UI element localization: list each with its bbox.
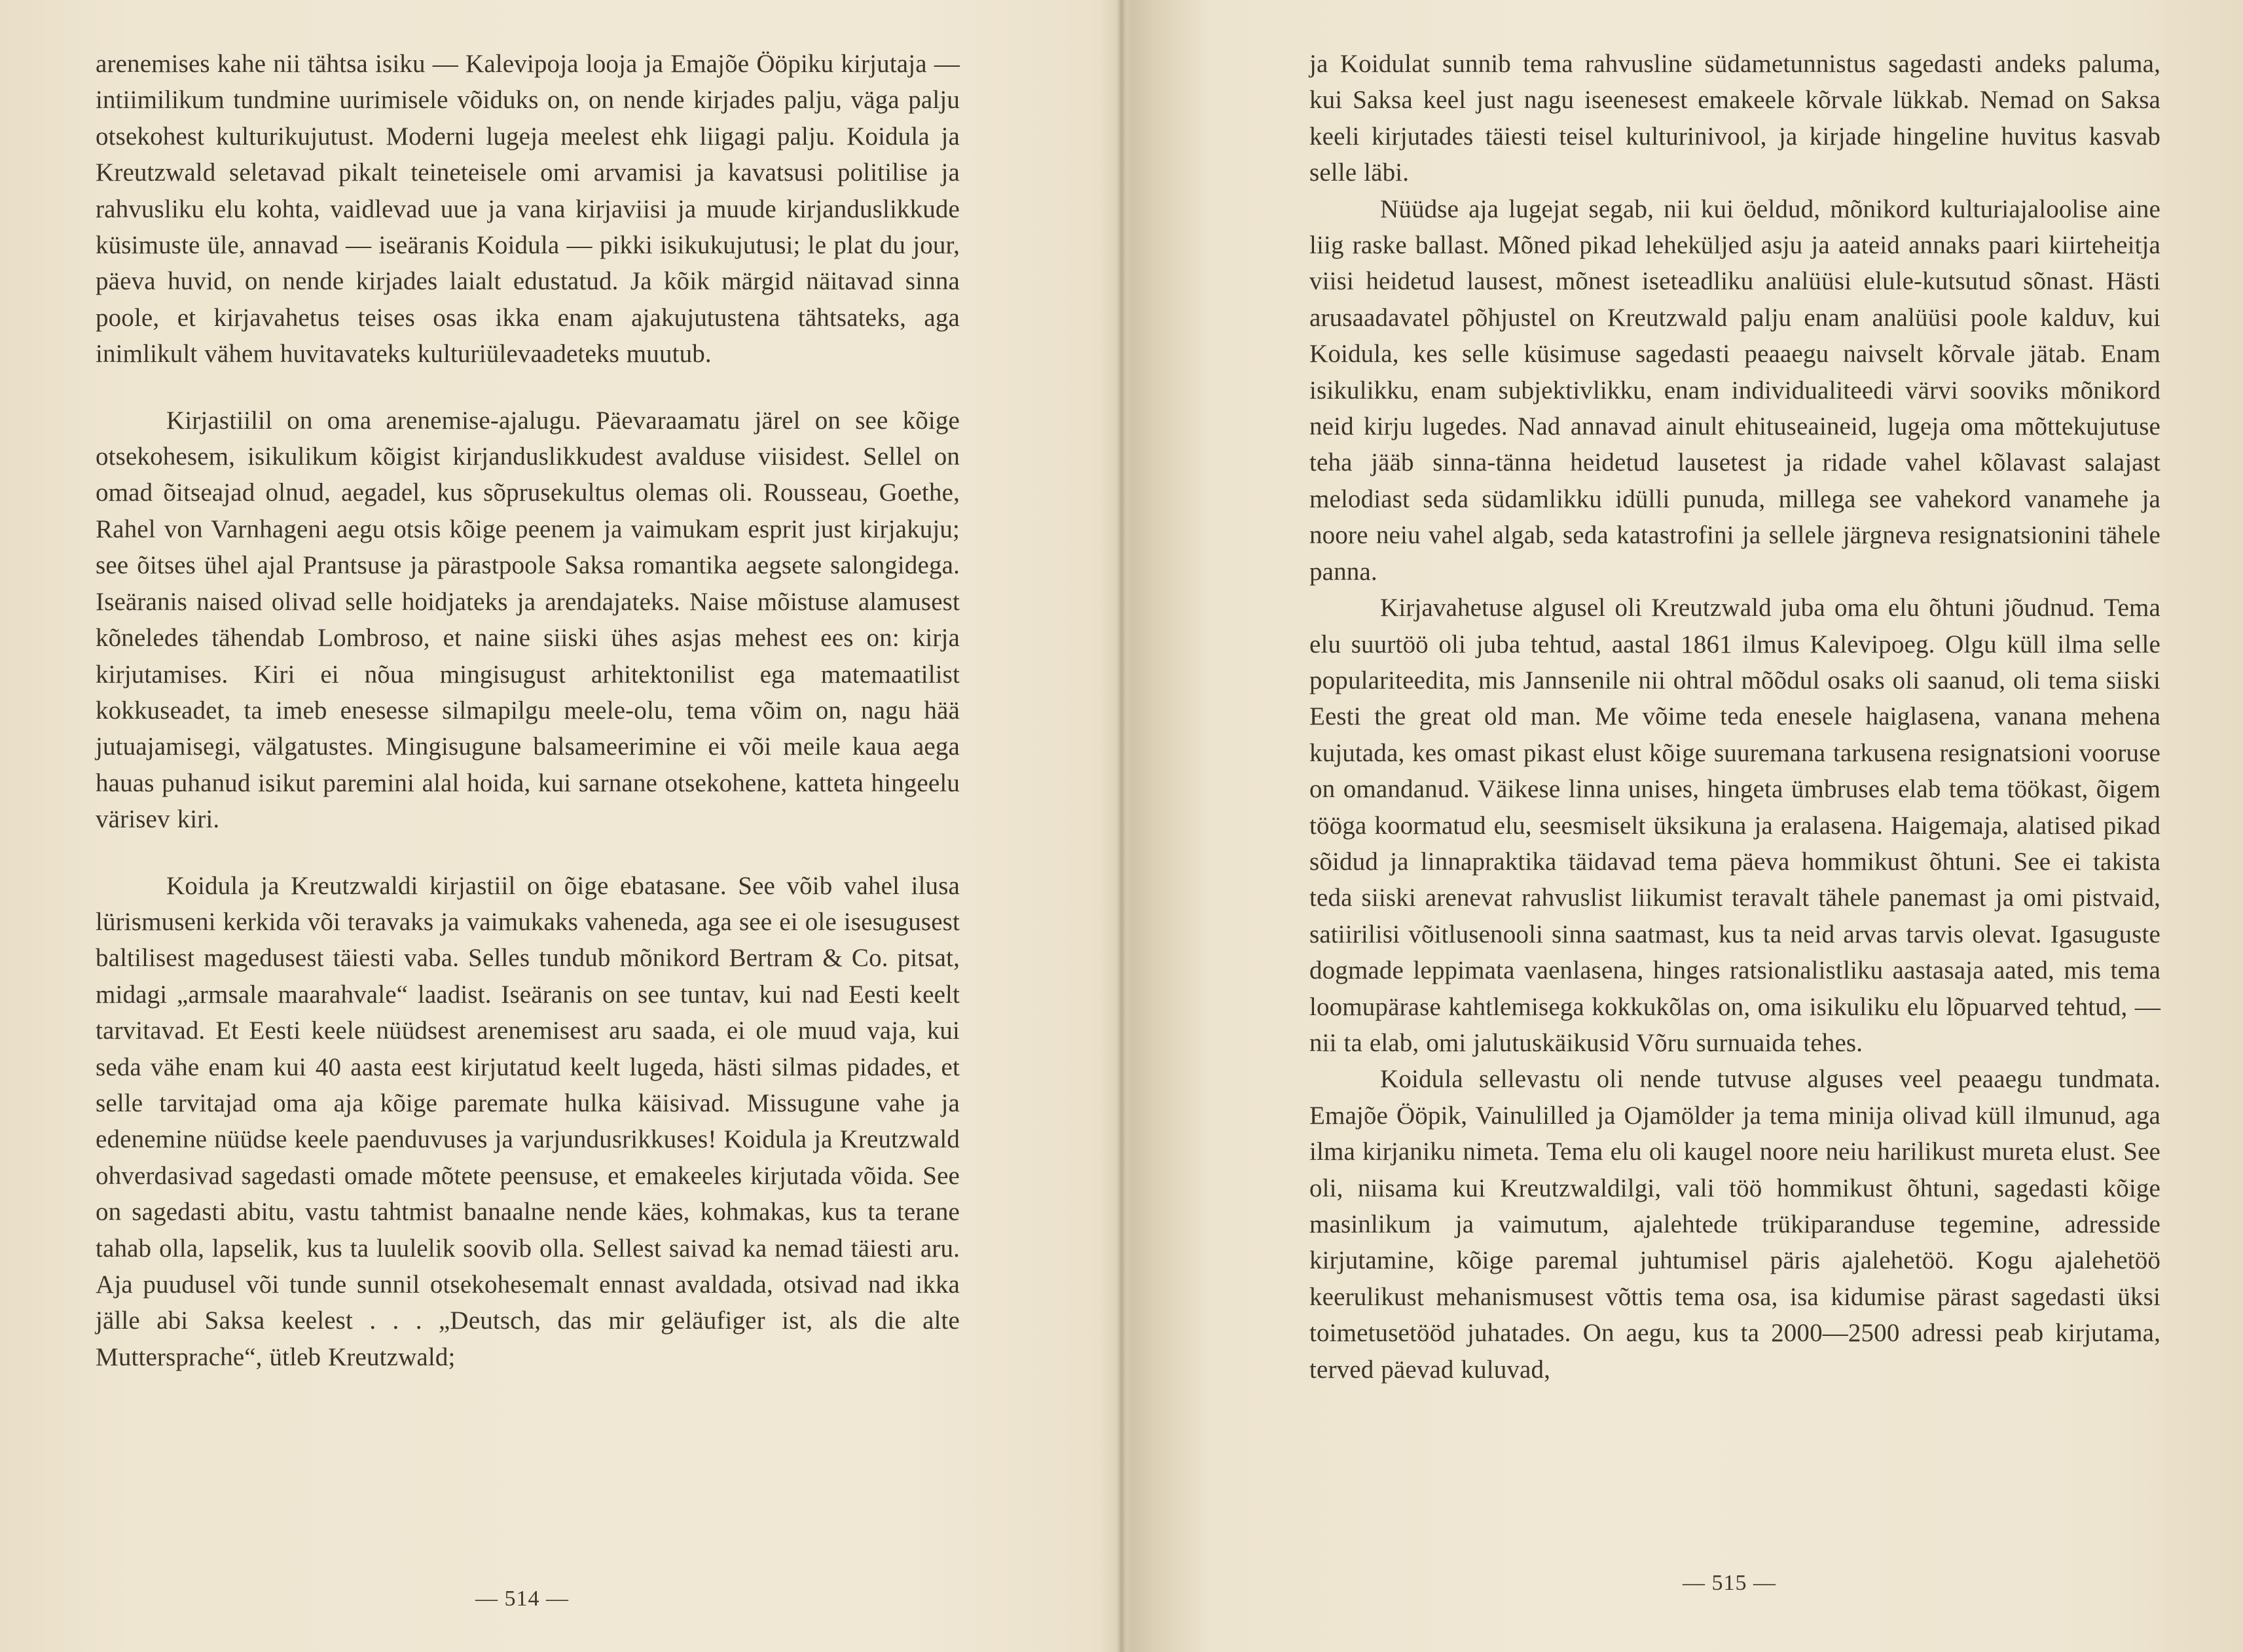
left-paragraph-2: Kirjastiilil on oma arenemise-ajalugu. Päevaraamatu järel on see kõige otsekohesem, isikulikum kõigist kirjanduslikkudest avalduse viisidest. Sellel on omad õitseajad olnud, aegadel, kus sõprusekultus olemas oli. Rousseau, Goethe, Rahel von Varnhageni aegu otsis kõige peenem ja vaimukam esprit just kirjakuju; see õitses ühel ajal Prantsuse ja pärastpoole Saksa romantika aegsete salongidega. Iseäranis naised olivad selle hoidjateks ja arendajateks. Naise mõistuse alamusest kõneledes tähendab Lombroso, et naine siiski ühes asjas mehest ees on: kirja kirjutamises. Kiri ei nõua mingisugust arhitektonilist ega matemaatilist kokkuseadet, ta imeb enesesse silmapilgu meele-olu, tema võim on, nagu hää jutuajamisegi, välgatustes. Mingisugune balsameerimine ei või meile kaua aega hauas puhanud isikut paremini alal hoida, kui sarnane otsekohene, katteta hingeelu värisev kiri.	[96, 406, 960, 834]
left-paragraph-3: Koidula ja Kreutzwaldi kirjastiil on õige ebatasane. See võib vahel ilusa lürismuseni kerkida või teravaks ja vaimukaks vaheneda, aga see ei ole isesugusest baltilisest magedusest täiesti vaba. Selles tundub mõnikord Bertram & Co. pitsat, midagi „armsale maarahvale“ laadist. Iseäranis on see tuntav, kui nad Eesti keelt tarvitavad. Et Eesti keele nüüdsest arenemisest aru saada, ei ole muud vaja, kui seda vähe enam kui 40 aasta eest kirjutatud keelt lugeda, hästi silmas pidades, et selle tarvitajad oma aja kõige paremate hulka käisivad. Missugune vahe ja edenemine nüüdse keele paenduvuses ja varjundusrikkuses! Koidula ja Kreutzwald ohverdasivad sagedasti omade mõtete peensuse, et emakeeles kirjutada võida. See on sagedasti abitu, vastu tahtmist banaalne nende käes, kohmakas, kus ta terane tahab olla, lapselik, kus ta luulelik soovib olla. Sellest saivad ka nemad täiesti aru. Aja puudusel või tunde sunnil otsekohesemalt ennast avaldada, otsivad nad ikka jälle abi Saksa keelest . . . „Deutsch, das mir geläufiger ist, als die alte Muttersprache“, ütleb Kreutzwald;	[96, 871, 960, 1371]
left-page-number: — 514 —	[475, 1587, 569, 1611]
right-paragraph-3: Kirjavahetuse algusel oli Kreutzwald juba oma elu õhtuni jõudnud. Tema elu suurtöö oli juba tehtud, aastal 1861 ilmus Kalevipoeg. Olgu küll ilma selle populariteedita, mis Jannsenile nii ohtral mõõdul osaks oli saanud, oli tema siiski Eesti the great old man. Me võime teda enesele haiglasena, vanana mehena kujutada, kes omast pikast elust kõige suuremana tarkusena resignatsioni vooruse on omandanud. Väikese linna unises, hingeta ümbruses elab tema töökast, õigem tööga koormatud elu, seesmiselt üksikuna ja eralasena. Haigemaja, alatised pikad sõidud ja linnapraktika täidavad tema päeva hommikust õhtuni. See ei takista teda siiski arenevat rahvuslist liikumist teravalt tähele panemast ja omi pistvaid, satiirilisi võitlusenooli sinna saatmast, kus ta neid arvas tarvis olevat. Igasuguste dogmade leppimata vaenlasena, hinges ratsionalistliku aastasaja aated, mis tema loomupärase kahtlemisega kokkukõlas on, oma isikuliku elu lõpuarved tehtud, — nii ta elab, omi jalutuskäikusid Võru surnuaida tehes.	[1309, 594, 2161, 1057]
right-paragraph-1: ja Koidulat sunnib tema rahvusline südametunnistus sagedasti andeks paluma, kui Saksa keel just nagu iseenesest emakeele kõrvale lükkab. Nemad on Saksa keeli kirjutades täiesti teisel kulturinivool, ja kirjade hingeline huvitus kasvab selle läbi.	[1309, 50, 2161, 187]
right-page	[1309, 46, 2161, 1388]
left-page	[96, 46, 960, 1375]
right-paragraph-4: Koidula sellevastu oli nende tutvuse alguses veel peaaegu tundmata. Emajõe Ööpik, Vainulilled ja Ojamölder ja tema minija olivad küll ilmunud, aga ilma kirjaniku nimeta. Tema elu oli kaugel noore neiu harilikust mureta elust. See oli, niisama kui Kreutzwaldilgi, vali töö hommikust õhtuni, sagedasti kõige masinlikum ja vaimutum, ajalehtede trükiparanduse tegemine, adresside kirjutamine, kõige paremal juhtumisel päris ajalehetöö. Kogu ajalehetöö keerulikust mehanismusest võttis tema osa, isa kidumise pärast sagedasti üksi toimetusetööd juhatades. On aegu, kus ta 2000—2500 adressi peab kirjutama, terved päevad kuluvad,	[1309, 1065, 2161, 1384]
right-page-number: — 515 —	[1683, 1571, 1776, 1595]
book-gutter	[1117, 0, 1126, 1652]
right-paragraph-2: Nüüdse aja lugejat segab, nii kui öeldud, mõnikord kulturiajaloolise aine liig raske ballast. Mõned pikad leheküljed asju ja aateid annaks paari kiirteheitja viisi heidetud lausest, mõnest iseteadliku analüüsi elule-kutsutud sõnast. Hästi arusaadavatel põhjustel on Kreutzwald palju enam analüüsi poole kalduv, kui Koidula, kes selle küsimuse sagedasti peaaegu naivselt kõrvale jätab. Enam isikulikku, enam subjektivlikku, enam individualiteedi värvi sooviks mõnikord neid kirju lugedes. Nad annavad ainult ehituseaineid, lugeja oma mõttekujutuse teha jääb sinna-tänna heidetud lausetest ja ridade vahel kõlavast salajast melodiast seda südamlikku idülli punuda, millega see vahekord vanamehe ja noore neiu vahel algab, seda katastrofini ja sellele järgneva resignatsionini tähele panna.	[1309, 194, 2161, 586]
left-paragraph-1: arenemises kahe nii tähtsa isiku — Kalevipoja looja ja Emajõe Ööpiku kirjutaja — intiimilikum tundmine uurimisele võiduks on, on nende kirjades palju, väga palju otsekohest kulturikujutust. Moderni lugeja meelest ehk liigagi palju. Koidula ja Kreutzwald seletavad pikalt teineteisele omi arvamisi ja kavatsusi politilise ja rahvusliku elu kohta, vaidlevad uue ja vana kirjaviisi ja muude kirjanduslikkude küsimuste üle, annavad — iseäranis Koidula — pikki isikukujutusi; le plat du jour, päeva huvid, on nende kirjades laialt edustatud. Ja kõik märgid näitavad sinna poole, et kirjavahetus teises osas ikka enam ajakujutustena tähtsateks, aga inimlikult vähem huvitavateks kulturiülevaadeteks muutub.	[96, 50, 960, 368]
